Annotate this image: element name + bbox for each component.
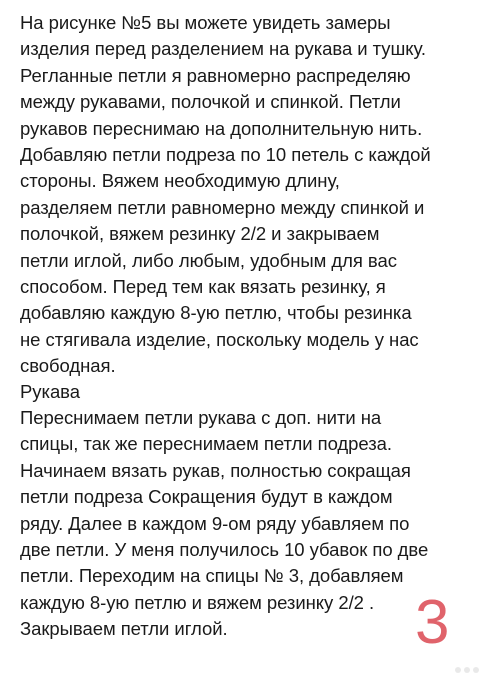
text-line: не стягивала изделие, поскольку модель у нас xyxy=(20,328,419,350)
text-line: стороны. Вяжем необходимую длину, xyxy=(20,170,340,192)
page-number: 3 xyxy=(415,588,450,657)
paragraph-sleeves xyxy=(20,405,482,643)
text-line: Добавляю петли подреза по 10 петель с каждой xyxy=(20,144,431,166)
text-line: На рисунке №5 вы можете увидеть замеры xyxy=(20,12,391,33)
text-line: петли подреза Сокращения будут в каждом xyxy=(20,486,393,508)
text-line: способом. Перед тем как вязать резинку, я xyxy=(20,276,386,298)
text-line: полочкой, вяжем резинку 2/2 и закрываем xyxy=(20,223,380,245)
text-line: Регланные петли я равномерно распределяю xyxy=(20,64,411,86)
text-line: рукавов переснимаю на дополнительную нить. xyxy=(20,117,423,139)
text-line: спицы, так же переснимаем петли подреза. xyxy=(20,433,393,455)
text-line: каждую 8-ую петлю и вяжем резинку 2/2 . xyxy=(20,591,375,613)
text-line: Начинаем вязать рукав, полностью сокращая xyxy=(20,459,411,481)
text-line: изделия перед разделением на рукава и тушку. xyxy=(20,38,426,60)
text-line: свободная. xyxy=(20,355,116,377)
heading-text: Рукава xyxy=(20,381,80,402)
text-line: между рукавами, полочкой и спинкой. Петли xyxy=(20,91,401,113)
text-line: петли. Переходим на спицы № 3, добавляем xyxy=(20,565,404,587)
text-line: добавляю каждую 8-ую петлю, чтобы резинка xyxy=(20,302,412,324)
text-line: разделяем петли равномерно между спинкой и xyxy=(20,196,425,218)
text-line: две петли. У меня получилось 10 убавок по две xyxy=(20,539,429,561)
text-line: Закрываем петли иглой. xyxy=(20,618,228,640)
text-line: ряду. Далее в каждом 9-ом ряду убавляем по xyxy=(20,512,410,534)
section-heading-sleeves xyxy=(20,379,482,405)
text-line: Переснимаем петли рукава с доп. нити на xyxy=(20,407,382,428)
text-line: петли иглой, либо любым, удобным для вас xyxy=(20,249,397,271)
paragraph-measurements xyxy=(20,10,482,380)
watermark-icon xyxy=(452,660,482,680)
